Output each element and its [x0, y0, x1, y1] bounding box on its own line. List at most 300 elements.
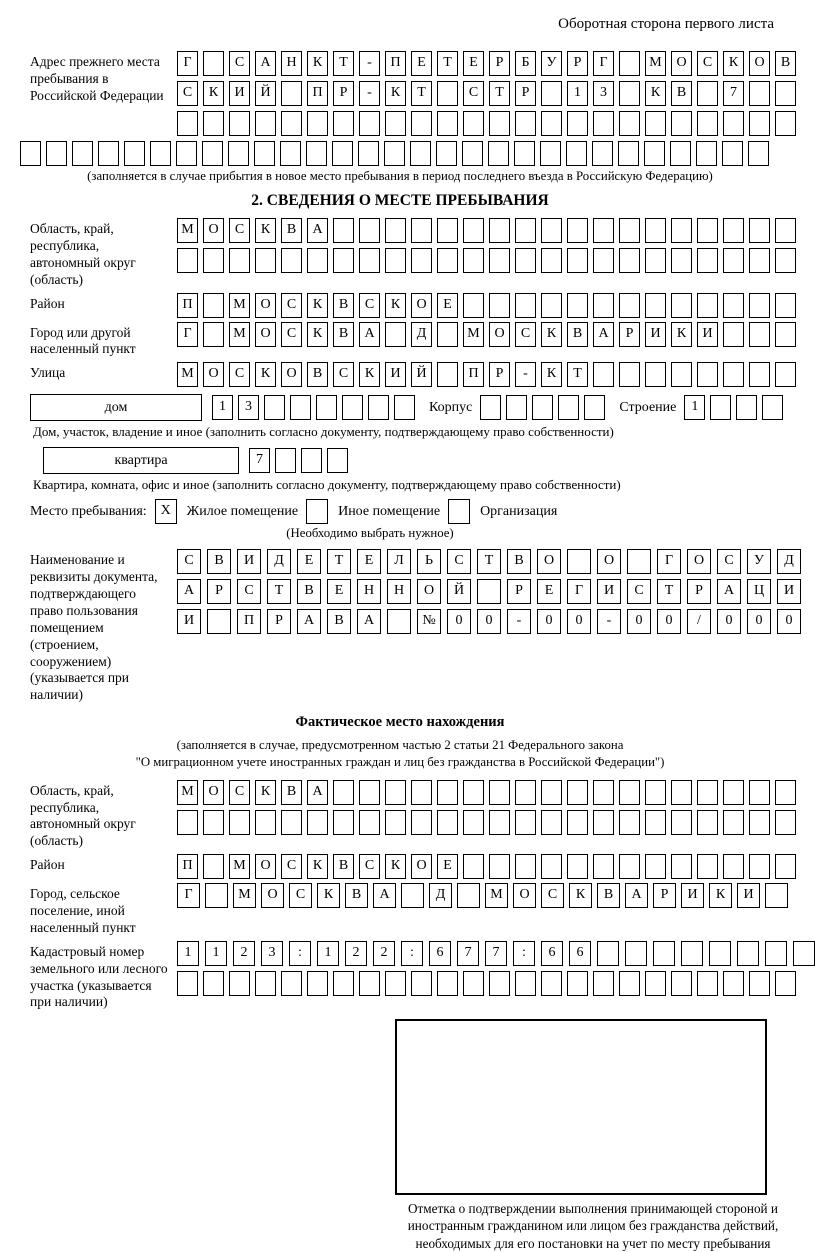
char-cell[interactable]: О: [203, 362, 224, 387]
char-cell[interactable]: Р: [515, 81, 536, 106]
char-cell[interactable]: 0: [447, 609, 471, 634]
char-cell[interactable]: [368, 395, 389, 420]
char-cell[interactable]: [177, 810, 198, 835]
char-cell[interactable]: М: [177, 362, 198, 387]
char-cell[interactable]: И: [385, 362, 406, 387]
char-cell[interactable]: [567, 549, 591, 574]
char-cell[interactable]: Т: [657, 579, 681, 604]
char-cell[interactable]: [671, 854, 692, 879]
char-cell[interactable]: 1: [177, 941, 199, 966]
char-cell[interactable]: [515, 248, 536, 273]
char-cell[interactable]: С: [177, 81, 198, 106]
char-cell[interactable]: [697, 81, 718, 106]
char-cell[interactable]: О: [261, 883, 284, 908]
char-cell[interactable]: Т: [477, 549, 501, 574]
char-cell[interactable]: 0: [567, 609, 591, 634]
char-cell[interactable]: [203, 854, 224, 879]
char-cell[interactable]: [46, 141, 67, 166]
char-cell[interactable]: :: [289, 941, 311, 966]
char-cell[interactable]: [488, 141, 509, 166]
char-cell[interactable]: [619, 854, 640, 879]
char-cell[interactable]: М: [233, 883, 256, 908]
char-cell[interactable]: [359, 111, 380, 136]
char-cell[interactable]: [619, 810, 640, 835]
char-cell[interactable]: [775, 81, 796, 106]
char-cell[interactable]: 3: [593, 81, 614, 106]
char-cell[interactable]: -: [507, 609, 531, 634]
char-cell[interactable]: [463, 854, 484, 879]
char-cell[interactable]: [275, 448, 296, 473]
char-cell[interactable]: [203, 293, 224, 318]
char-cell[interactable]: Т: [437, 51, 458, 76]
char-cell[interactable]: [593, 971, 614, 996]
char-cell[interactable]: [290, 395, 311, 420]
char-cell[interactable]: М: [229, 322, 250, 347]
char-cell[interactable]: О: [687, 549, 711, 574]
char-cell[interactable]: [437, 248, 458, 273]
char-cell[interactable]: [333, 111, 354, 136]
char-cell[interactable]: [567, 780, 588, 805]
char-cell[interactable]: [307, 971, 328, 996]
char-cell[interactable]: [619, 971, 640, 996]
char-cell[interactable]: Й: [447, 579, 471, 604]
char-cell[interactable]: Б: [515, 51, 536, 76]
apartment-type-box[interactable]: квартира: [43, 447, 239, 474]
char-cell[interactable]: [332, 141, 353, 166]
char-cell[interactable]: А: [177, 579, 201, 604]
char-cell[interactable]: [411, 248, 432, 273]
char-cell[interactable]: [327, 448, 348, 473]
char-cell[interactable]: 0: [717, 609, 741, 634]
char-cell[interactable]: М: [229, 293, 250, 318]
char-cell[interactable]: [359, 780, 380, 805]
char-cell[interactable]: [749, 218, 770, 243]
char-cell[interactable]: [281, 111, 302, 136]
char-cell[interactable]: -: [359, 51, 380, 76]
char-cell[interactable]: [515, 854, 536, 879]
char-cell[interactable]: Р: [489, 362, 510, 387]
actual-region-row-1[interactable]: [177, 780, 796, 805]
char-cell[interactable]: №: [417, 609, 441, 634]
char-cell[interactable]: [723, 248, 744, 273]
char-cell[interactable]: [671, 293, 692, 318]
char-cell[interactable]: [645, 248, 666, 273]
char-cell[interactable]: [697, 248, 718, 273]
char-cell[interactable]: Е: [463, 51, 484, 76]
char-cell[interactable]: [255, 810, 276, 835]
char-cell[interactable]: [514, 141, 535, 166]
prev-address-row-3[interactable]: [177, 111, 796, 136]
char-cell[interactable]: [671, 810, 692, 835]
char-cell[interactable]: [671, 780, 692, 805]
char-cell[interactable]: М: [463, 322, 484, 347]
char-cell[interactable]: В: [775, 51, 796, 76]
char-cell[interactable]: К: [307, 322, 328, 347]
char-cell[interactable]: [567, 971, 588, 996]
char-cell[interactable]: [316, 395, 337, 420]
char-cell[interactable]: [72, 141, 93, 166]
char-cell[interactable]: [281, 971, 302, 996]
char-cell[interactable]: [619, 111, 640, 136]
char-cell[interactable]: [723, 293, 744, 318]
char-cell[interactable]: [697, 780, 718, 805]
char-cell[interactable]: [765, 941, 787, 966]
char-cell[interactable]: Т: [489, 81, 510, 106]
char-cell[interactable]: [437, 111, 458, 136]
char-cell[interactable]: 3: [261, 941, 283, 966]
street-row[interactable]: [177, 362, 796, 387]
char-cell[interactable]: [457, 883, 480, 908]
char-cell[interactable]: Р: [619, 322, 640, 347]
district-row[interactable]: [177, 293, 796, 318]
char-cell[interactable]: [385, 780, 406, 805]
char-cell[interactable]: [333, 218, 354, 243]
char-cell[interactable]: [681, 941, 703, 966]
char-cell[interactable]: 1: [684, 395, 705, 420]
char-cell[interactable]: [618, 141, 639, 166]
char-cell[interactable]: [619, 293, 640, 318]
actual-region-row-2[interactable]: [177, 810, 796, 835]
char-cell[interactable]: [228, 141, 249, 166]
char-cell[interactable]: [359, 248, 380, 273]
char-cell[interactable]: П: [177, 293, 198, 318]
char-cell[interactable]: И: [737, 883, 760, 908]
char-cell[interactable]: С: [229, 51, 250, 76]
char-cell[interactable]: С: [281, 293, 302, 318]
char-cell[interactable]: В: [307, 362, 328, 387]
char-cell[interactable]: К: [541, 322, 562, 347]
char-cell[interactable]: [723, 218, 744, 243]
char-cell[interactable]: Е: [437, 293, 458, 318]
char-cell[interactable]: О: [489, 322, 510, 347]
char-cell[interactable]: [644, 141, 665, 166]
char-cell[interactable]: [645, 971, 666, 996]
char-cell[interactable]: [359, 971, 380, 996]
char-cell[interactable]: [541, 293, 562, 318]
char-cell[interactable]: 0: [477, 609, 501, 634]
char-cell[interactable]: Е: [327, 579, 351, 604]
char-cell[interactable]: К: [645, 81, 666, 106]
char-cell[interactable]: Н: [281, 51, 302, 76]
char-cell[interactable]: Д: [411, 322, 432, 347]
char-cell[interactable]: А: [625, 883, 648, 908]
char-cell[interactable]: [463, 810, 484, 835]
char-cell[interactable]: К: [385, 81, 406, 106]
char-cell[interactable]: [333, 971, 354, 996]
char-cell[interactable]: [205, 883, 228, 908]
char-cell[interactable]: [645, 362, 666, 387]
char-cell[interactable]: [697, 293, 718, 318]
char-cell[interactable]: С: [515, 322, 536, 347]
char-cell[interactable]: А: [373, 883, 396, 908]
char-cell[interactable]: У: [747, 549, 771, 574]
char-cell[interactable]: [437, 81, 458, 106]
char-cell[interactable]: П: [177, 854, 198, 879]
char-cell[interactable]: [722, 141, 743, 166]
char-cell[interactable]: /: [687, 609, 711, 634]
char-cell[interactable]: Г: [593, 51, 614, 76]
char-cell[interactable]: О: [203, 780, 224, 805]
char-cell[interactable]: [645, 111, 666, 136]
char-cell[interactable]: [619, 248, 640, 273]
char-cell[interactable]: Т: [333, 51, 354, 76]
char-cell[interactable]: О: [537, 549, 561, 574]
char-cell[interactable]: С: [541, 883, 564, 908]
char-cell[interactable]: М: [229, 854, 250, 879]
char-cell[interactable]: [515, 971, 536, 996]
char-cell[interactable]: [489, 111, 510, 136]
char-cell[interactable]: Л: [387, 549, 411, 574]
char-cell[interactable]: И: [237, 549, 261, 574]
char-cell[interactable]: Д: [267, 549, 291, 574]
char-cell[interactable]: С: [717, 549, 741, 574]
char-cell[interactable]: [775, 971, 796, 996]
char-cell[interactable]: [280, 141, 301, 166]
char-cell[interactable]: И: [697, 322, 718, 347]
char-cell[interactable]: [306, 141, 327, 166]
char-cell[interactable]: 7: [249, 448, 270, 473]
char-cell[interactable]: [775, 854, 796, 879]
char-cell[interactable]: И: [777, 579, 801, 604]
char-cell[interactable]: [437, 362, 458, 387]
char-cell[interactable]: О: [597, 549, 621, 574]
house-type-box[interactable]: дом: [30, 394, 202, 421]
checkbox-other-premises[interactable]: [306, 499, 328, 524]
char-cell[interactable]: [411, 780, 432, 805]
char-cell[interactable]: К: [569, 883, 592, 908]
char-cell[interactable]: [411, 218, 432, 243]
char-cell[interactable]: [385, 218, 406, 243]
char-cell[interactable]: [723, 322, 744, 347]
char-cell[interactable]: [463, 293, 484, 318]
char-cell[interactable]: [723, 810, 744, 835]
prev-address-row-1[interactable]: [177, 51, 796, 76]
char-cell[interactable]: К: [255, 218, 276, 243]
char-cell[interactable]: [775, 780, 796, 805]
char-cell[interactable]: 6: [569, 941, 591, 966]
char-cell[interactable]: [385, 322, 406, 347]
char-cell[interactable]: Г: [657, 549, 681, 574]
char-cell[interactable]: -: [359, 81, 380, 106]
char-cell[interactable]: С: [229, 218, 250, 243]
char-cell[interactable]: 3: [238, 395, 259, 420]
char-cell[interactable]: С: [627, 579, 651, 604]
char-cell[interactable]: [645, 293, 666, 318]
char-cell[interactable]: [124, 141, 145, 166]
char-cell[interactable]: -: [515, 362, 536, 387]
char-cell[interactable]: [150, 141, 171, 166]
char-cell[interactable]: [207, 609, 231, 634]
char-cell[interactable]: [281, 81, 302, 106]
document-row-3[interactable]: [177, 609, 801, 634]
document-row-1[interactable]: [177, 549, 801, 574]
char-cell[interactable]: [593, 810, 614, 835]
char-cell[interactable]: [540, 141, 561, 166]
char-cell[interactable]: [775, 111, 796, 136]
char-cell[interactable]: И: [645, 322, 666, 347]
char-cell[interactable]: [671, 111, 692, 136]
char-cell[interactable]: Е: [411, 51, 432, 76]
char-cell[interactable]: [592, 141, 613, 166]
char-cell[interactable]: [593, 780, 614, 805]
char-cell[interactable]: [480, 395, 501, 420]
actual-district-row[interactable]: [177, 854, 796, 879]
char-cell[interactable]: Р: [333, 81, 354, 106]
char-cell[interactable]: О: [749, 51, 770, 76]
char-cell[interactable]: [775, 810, 796, 835]
char-cell[interactable]: В: [333, 293, 354, 318]
char-cell[interactable]: О: [417, 579, 441, 604]
char-cell[interactable]: [203, 111, 224, 136]
char-cell[interactable]: [255, 111, 276, 136]
char-cell[interactable]: [477, 579, 501, 604]
char-cell[interactable]: 1: [205, 941, 227, 966]
char-cell[interactable]: [723, 780, 744, 805]
char-cell[interactable]: 0: [777, 609, 801, 634]
char-cell[interactable]: В: [281, 218, 302, 243]
char-cell[interactable]: О: [411, 293, 432, 318]
char-cell[interactable]: К: [255, 362, 276, 387]
char-cell[interactable]: К: [385, 293, 406, 318]
char-cell[interactable]: [489, 293, 510, 318]
char-cell[interactable]: О: [411, 854, 432, 879]
char-cell[interactable]: [645, 218, 666, 243]
char-cell[interactable]: [775, 362, 796, 387]
char-cell[interactable]: [593, 111, 614, 136]
char-cell[interactable]: [203, 971, 224, 996]
char-cell[interactable]: М: [645, 51, 666, 76]
char-cell[interactable]: [645, 854, 666, 879]
char-cell[interactable]: А: [297, 609, 321, 634]
char-cell[interactable]: С: [697, 51, 718, 76]
char-cell[interactable]: [749, 322, 770, 347]
char-cell[interactable]: [541, 810, 562, 835]
char-cell[interactable]: [619, 362, 640, 387]
char-cell[interactable]: Ь: [417, 549, 441, 574]
city-row[interactable]: [177, 322, 796, 347]
char-cell[interactable]: 1: [567, 81, 588, 106]
char-cell[interactable]: Р: [207, 579, 231, 604]
char-cell[interactable]: 0: [537, 609, 561, 634]
char-cell[interactable]: [384, 141, 405, 166]
char-cell[interactable]: К: [307, 854, 328, 879]
char-cell[interactable]: [489, 854, 510, 879]
char-cell[interactable]: [301, 448, 322, 473]
char-cell[interactable]: С: [229, 780, 250, 805]
char-cell[interactable]: К: [307, 293, 328, 318]
char-cell[interactable]: С: [359, 293, 380, 318]
char-cell[interactable]: К: [307, 51, 328, 76]
char-cell[interactable]: [20, 141, 41, 166]
char-cell[interactable]: [229, 248, 250, 273]
char-cell[interactable]: [593, 293, 614, 318]
char-cell[interactable]: [202, 141, 223, 166]
char-cell[interactable]: [653, 941, 675, 966]
char-cell[interactable]: [541, 81, 562, 106]
char-cell[interactable]: Н: [357, 579, 381, 604]
char-cell[interactable]: [749, 362, 770, 387]
char-cell[interactable]: [697, 971, 718, 996]
char-cell[interactable]: О: [255, 854, 276, 879]
char-cell[interactable]: С: [177, 549, 201, 574]
char-cell[interactable]: О: [281, 362, 302, 387]
char-cell[interactable]: [203, 810, 224, 835]
char-cell[interactable]: С: [463, 81, 484, 106]
char-cell[interactable]: [749, 248, 770, 273]
korpus-cells[interactable]: [480, 395, 605, 420]
char-cell[interactable]: [515, 111, 536, 136]
char-cell[interactable]: [489, 810, 510, 835]
char-cell[interactable]: [765, 883, 788, 908]
char-cell[interactable]: 7: [485, 941, 507, 966]
char-cell[interactable]: [515, 810, 536, 835]
char-cell[interactable]: Д: [777, 549, 801, 574]
char-cell[interactable]: [333, 810, 354, 835]
char-cell[interactable]: Р: [489, 51, 510, 76]
char-cell[interactable]: А: [307, 218, 328, 243]
char-cell[interactable]: [436, 141, 457, 166]
char-cell[interactable]: А: [359, 322, 380, 347]
char-cell[interactable]: [541, 971, 562, 996]
region-row-2[interactable]: [177, 248, 796, 273]
char-cell[interactable]: [463, 248, 484, 273]
char-cell[interactable]: [748, 141, 769, 166]
char-cell[interactable]: А: [255, 51, 276, 76]
char-cell[interactable]: И: [177, 609, 201, 634]
char-cell[interactable]: [567, 810, 588, 835]
char-cell[interactable]: [593, 854, 614, 879]
char-cell[interactable]: [558, 395, 579, 420]
char-cell[interactable]: [697, 218, 718, 243]
char-cell[interactable]: [515, 293, 536, 318]
char-cell[interactable]: [401, 883, 424, 908]
char-cell[interactable]: [281, 248, 302, 273]
char-cell[interactable]: [229, 111, 250, 136]
char-cell[interactable]: [333, 248, 354, 273]
char-cell[interactable]: [307, 810, 328, 835]
char-cell[interactable]: В: [671, 81, 692, 106]
char-cell[interactable]: [593, 362, 614, 387]
char-cell[interactable]: [541, 111, 562, 136]
char-cell[interactable]: Г: [567, 579, 591, 604]
char-cell[interactable]: Й: [255, 81, 276, 106]
char-cell[interactable]: В: [297, 579, 321, 604]
char-cell[interactable]: [462, 141, 483, 166]
char-cell[interactable]: [697, 854, 718, 879]
char-cell[interactable]: [307, 248, 328, 273]
char-cell[interactable]: [749, 810, 770, 835]
char-cell[interactable]: И: [597, 579, 621, 604]
char-cell[interactable]: [775, 293, 796, 318]
char-cell[interactable]: В: [333, 322, 354, 347]
char-cell[interactable]: [567, 854, 588, 879]
char-cell[interactable]: [506, 395, 527, 420]
actual-city-row[interactable]: [177, 883, 788, 908]
char-cell[interactable]: [749, 81, 770, 106]
char-cell[interactable]: Т: [567, 362, 588, 387]
char-cell[interactable]: [203, 248, 224, 273]
char-cell[interactable]: [177, 248, 198, 273]
char-cell[interactable]: 2: [233, 941, 255, 966]
prev-address-overflow-row[interactable]: [20, 141, 780, 166]
char-cell[interactable]: В: [345, 883, 368, 908]
char-cell[interactable]: [437, 780, 458, 805]
char-cell[interactable]: У: [541, 51, 562, 76]
char-cell[interactable]: [385, 111, 406, 136]
char-cell[interactable]: [532, 395, 553, 420]
char-cell[interactable]: С: [281, 322, 302, 347]
char-cell[interactable]: Т: [267, 579, 291, 604]
